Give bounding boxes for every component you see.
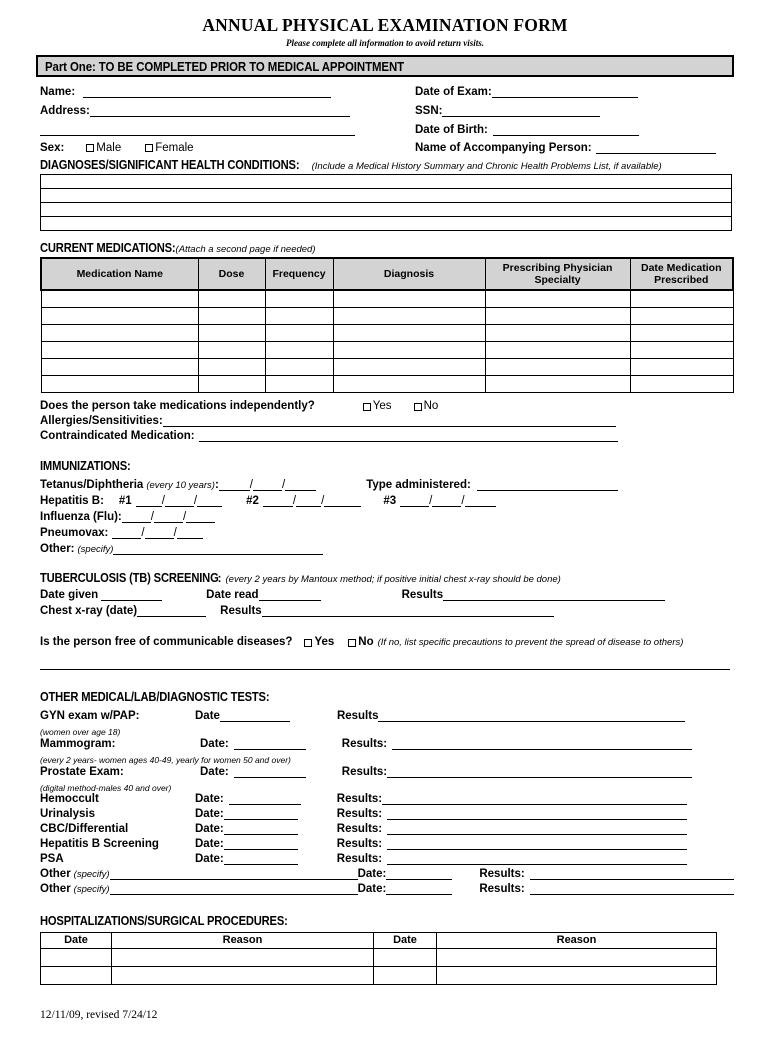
hep-b-2-month-input[interactable] — [263, 496, 293, 507]
test-row-psa — [40, 850, 734, 865]
cell-frequency[interactable] — [265, 358, 333, 375]
cell-date-2[interactable] — [374, 948, 437, 966]
cell-date-2[interactable] — [374, 966, 437, 984]
cell-diagnosis[interactable] — [333, 341, 485, 358]
diagnoses-cell[interactable] — [41, 189, 732, 203]
gyn-date-input[interactable] — [220, 710, 290, 722]
mammogram-label: Mammogram: — [40, 737, 116, 750]
hep-b-2-year-input[interactable] — [324, 496, 361, 507]
sex-male-checkbox[interactable] — [86, 144, 94, 152]
hepatitis-b-label: Hepatitis B: — [40, 494, 104, 507]
medications-independent-row — [40, 397, 734, 412]
table-row — [41, 375, 733, 392]
cell-dose[interactable] — [198, 324, 265, 341]
gyn-note: (women over age 18) — [40, 726, 121, 737]
table-row — [41, 324, 733, 341]
urinalysis-results-input[interactable] — [387, 808, 687, 820]
table-row — [41, 203, 732, 217]
cell-diagnosis[interactable] — [333, 375, 485, 392]
mammogram-results-input[interactable] — [392, 738, 692, 750]
sex-male-label: Male — [96, 142, 122, 155]
type-administered-label: Type administered: — [366, 478, 471, 491]
test-row-urinalysis — [40, 805, 734, 820]
column-header-date-2: Date — [374, 932, 437, 948]
prostate-date-input[interactable] — [234, 766, 306, 778]
psa-results-label: Results: — [336, 852, 383, 865]
column-header-medication-name: Medication Name — [41, 258, 198, 290]
column-header-reason-2: Reason — [437, 932, 717, 948]
test-row-other-1 — [40, 865, 734, 880]
other2-results-input[interactable] — [530, 883, 734, 895]
immunization-other-label: Other: — [40, 542, 75, 555]
header-line-2: Prescribed — [654, 274, 709, 287]
chest-xray-results-label: Results — [220, 604, 262, 617]
table-row — [41, 966, 717, 984]
hemoccult-results-input[interactable] — [382, 793, 687, 805]
name-input[interactable] — [83, 86, 331, 98]
tb-date-row — [40, 585, 734, 601]
medications-table-body — [41, 290, 733, 392]
hospitalizations-heading-row — [40, 912, 734, 930]
diagnoses-cell[interactable] — [41, 175, 732, 189]
hep-b-1-day-input[interactable] — [165, 496, 194, 507]
pneumovax-row: Pneumovax: / / — [40, 523, 734, 539]
cell-date-prescribed[interactable] — [630, 358, 733, 375]
header-line-1: Date Medication — [640, 262, 722, 275]
psa-results-input[interactable] — [387, 853, 687, 865]
cell-physician-specialty[interactable] — [485, 341, 630, 358]
cell-medication-name[interactable] — [41, 290, 198, 307]
other-tests-heading: OTHER MEDICAL/LAB/DIAGNOSTIC TESTS: — [40, 688, 270, 704]
cell-medication-name[interactable] — [41, 358, 198, 375]
medications-heading-row — [40, 240, 734, 255]
immunization-other-row — [40, 539, 734, 555]
hospitalizations-table-body — [41, 948, 717, 984]
other2-date-label: Date: — [357, 882, 387, 895]
hemoccult-label: Hemoccult — [40, 792, 99, 805]
hep-b-1-month-input[interactable] — [136, 496, 162, 507]
table-row — [41, 290, 733, 307]
pneumovax-day-input[interactable] — [145, 528, 174, 539]
pneumovax-label: Pneumovax: — [40, 526, 109, 539]
hepbscreen-results-input[interactable] — [387, 838, 687, 850]
cell-dose[interactable] — [198, 290, 265, 307]
diagnoses-heading: DIAGNOSES/SIGNIFICANT HEALTH CONDITIONS: — [40, 157, 300, 173]
tb-date-given-input[interactable] — [101, 589, 162, 601]
header-line-2: Specialty — [534, 274, 581, 287]
diagnoses-cell[interactable] — [41, 203, 732, 217]
gyn-results-label: Results — [336, 709, 379, 722]
other-tests-heading-row — [40, 688, 734, 706]
sex-label: Sex: — [40, 142, 65, 155]
communicable-row — [40, 632, 734, 648]
tetanus-day-input[interactable] — [253, 480, 282, 491]
tetanus-row: Tetanus/Diphtheria (every 10 years) : / / Type administered: — [40, 475, 734, 491]
address-input[interactable] — [90, 105, 350, 117]
identity-block — [40, 81, 734, 154]
allergies-input[interactable] — [163, 415, 616, 427]
gyn-label: GYN exam w/PAP: — [40, 709, 140, 722]
independent-no-label: No — [423, 399, 439, 412]
page-subtitle: Please complete all information to avoid return visits. — [286, 38, 484, 49]
cell-medication-name[interactable] — [41, 375, 198, 392]
address-label: Address: — [40, 105, 90, 118]
column-header-reason-1: Reason — [112, 932, 374, 948]
ssn-label: SSN: — [415, 105, 443, 118]
communicable-precautions-row — [40, 654, 734, 670]
part-one-label: Part One: TO BE COMPLETED PRIOR TO MEDICAL APPOINTMENT — [45, 58, 405, 74]
table-row — [41, 948, 717, 966]
test-row-hemoccult — [40, 790, 734, 805]
cell-reason-1[interactable] — [112, 966, 374, 984]
urinalysis-date-input[interactable] — [224, 808, 298, 820]
hep-b-3-month-input[interactable] — [400, 496, 429, 507]
cell-date-prescribed[interactable] — [630, 324, 733, 341]
diagnoses-note: (Include a Medical History Summary and Chronic Health Problems List, if available) — [311, 161, 662, 173]
gyn-date-label: Date — [195, 709, 220, 722]
chest-xray-results-input[interactable] — [262, 605, 554, 617]
other2-date-input[interactable] — [386, 883, 452, 895]
date-of-exam-label: Date of Exam: — [415, 86, 492, 99]
diagnoses-table — [40, 174, 732, 231]
header-line-1: Prescribing Physician — [502, 262, 613, 275]
urinalysis-date-label: Date: — [195, 807, 224, 820]
other1-results-label: Results: — [479, 867, 525, 880]
tetanus-label: Tetanus/Diphtheria — [40, 478, 144, 491]
medications-heading: CURRENT MEDICATIONS: — [40, 240, 176, 256]
form-page — [0, 16, 770, 1040]
column-header-date-medication-prescribed — [630, 258, 733, 290]
cell-physician-specialty[interactable] — [485, 307, 630, 324]
pneumovax-year-input[interactable] — [177, 528, 203, 539]
cell-date-prescribed[interactable] — [630, 290, 733, 307]
cell-physician-specialty[interactable] — [485, 324, 630, 341]
cell-dose[interactable] — [198, 375, 265, 392]
cbc-date-input[interactable] — [224, 823, 298, 835]
cell-diagnosis[interactable] — [333, 307, 485, 324]
hepbscreen-date-input[interactable] — [224, 838, 298, 850]
cbc-label: CBC/Differential — [40, 822, 129, 835]
test-row-mammogram — [40, 734, 734, 750]
other2-label: Other — [40, 882, 71, 895]
tb-results-input[interactable] — [443, 589, 665, 601]
tetanus-year-input[interactable] — [285, 480, 316, 491]
ssn-input[interactable] — [442, 105, 600, 117]
hep-b-dose2-label: #2 — [246, 494, 259, 507]
date-of-birth-input[interactable] — [493, 124, 639, 136]
table-row — [41, 175, 732, 189]
communicable-no-checkbox[interactable] — [348, 639, 356, 647]
cbc-results-input[interactable] — [387, 823, 687, 835]
date-of-exam-input[interactable] — [492, 86, 638, 98]
hep-b-3-day-input[interactable] — [432, 496, 461, 507]
cell-dose[interactable] — [198, 307, 265, 324]
cell-dose[interactable] — [198, 341, 265, 358]
other1-results-input[interactable] — [530, 868, 734, 880]
cell-medication-name[interactable] — [41, 324, 198, 341]
contraindicated-label: Contraindicated Medication: — [40, 429, 195, 442]
immunizations-heading-row — [40, 457, 734, 475]
influenza-day-input[interactable] — [154, 512, 183, 523]
cell-diagnosis[interactable] — [333, 358, 485, 375]
mammogram-note: (every 2 years- women ages 40-49, yearly for women 50 and over) — [40, 754, 291, 765]
cell-frequency[interactable] — [265, 290, 333, 307]
cell-dose[interactable] — [198, 358, 265, 375]
tb-chest-xray-row — [40, 601, 734, 617]
cbc-date-label: Date: — [195, 822, 224, 835]
other2-note: (specify) — [73, 883, 110, 895]
hep-b-1-year-input[interactable] — [197, 496, 222, 507]
influenza-label: Influenza (Flu): — [40, 510, 122, 523]
sex-female-checkbox[interactable] — [145, 144, 153, 152]
table-row — [41, 307, 733, 324]
prostate-date-label: Date: — [200, 765, 229, 778]
other1-specify-input[interactable] — [110, 868, 358, 880]
tb-heading-row — [40, 570, 734, 585]
influenza-month-input[interactable] — [122, 512, 151, 523]
part-one-band — [36, 55, 734, 77]
mammogram-note-row — [40, 750, 734, 765]
cell-date-1[interactable] — [41, 966, 112, 984]
test-row-gyn — [40, 706, 734, 722]
cell-medication-name[interactable] — [41, 307, 198, 324]
test-row-cbc — [40, 820, 734, 835]
contraindicated-input[interactable] — [199, 430, 618, 442]
cell-date-prescribed[interactable] — [630, 375, 733, 392]
tb-heading: TUBERCULOSIS (TB) SCREENING — [40, 569, 219, 585]
type-administered-input[interactable] — [477, 479, 618, 491]
allergies-row — [40, 412, 734, 427]
other1-label: Other — [40, 867, 71, 880]
prostate-results-label: Results: — [341, 765, 388, 778]
psa-date-label: Date: — [195, 852, 224, 865]
tetanus-colon: : — [214, 478, 219, 491]
communicable-question-label: Is the person free of communicable diseases? — [40, 635, 293, 648]
urinalysis-results-label: Results: — [336, 807, 383, 820]
psa-date-input[interactable] — [224, 853, 298, 865]
chest-xray-label: Chest x-ray (date) — [40, 604, 138, 617]
date-of-birth-label: Date of Birth: — [415, 124, 488, 137]
independent-no-checkbox[interactable] — [414, 403, 422, 411]
column-header-diagnosis: Diagnosis — [333, 258, 485, 290]
hep-b-3-year-input[interactable] — [465, 496, 496, 507]
prostate-label: Prostate Exam: — [40, 765, 124, 778]
name-label: Name: — [40, 86, 76, 99]
cell-medication-name[interactable] — [41, 341, 198, 358]
hepbscreen-results-label: Results: — [336, 837, 383, 850]
chest-xray-date-input[interactable] — [137, 605, 206, 617]
test-row-other-2 — [40, 880, 734, 895]
cell-reason-2[interactable] — [437, 966, 717, 984]
prostate-results-input[interactable] — [387, 766, 692, 778]
contraindicated-row — [40, 427, 734, 442]
cell-physician-specialty[interactable] — [485, 375, 630, 392]
table-row — [41, 358, 733, 375]
tb-date-read-label: Date read — [206, 588, 259, 601]
cell-date-1[interactable] — [41, 948, 112, 966]
influenza-year-input[interactable] — [186, 512, 215, 523]
test-row-hepatitis-b-screening — [40, 835, 734, 850]
mammogram-results-label: Results: — [341, 737, 388, 750]
hep-b-dose3-label: #3 — [383, 494, 397, 507]
psa-label: PSA — [40, 852, 64, 865]
tb-results-label: Results — [401, 588, 444, 601]
sex-female-label: Female — [155, 142, 194, 155]
cbc-results-label: Results: — [336, 822, 383, 835]
table-row — [41, 341, 733, 358]
cell-physician-specialty[interactable] — [485, 290, 630, 307]
table-row — [41, 217, 732, 231]
gyn-results-input[interactable] — [378, 710, 685, 722]
tetanus-month-input[interactable] — [219, 480, 250, 491]
communicable-no-label: No — [358, 635, 374, 648]
cell-date-prescribed[interactable] — [630, 307, 733, 324]
cell-date-prescribed[interactable] — [630, 341, 733, 358]
other1-note: (specify) — [73, 868, 110, 880]
hospitalizations-header-row — [41, 932, 717, 948]
urinalysis-label: Urinalysis — [40, 807, 95, 820]
medications-header-row — [41, 258, 733, 290]
address-input-line2[interactable] — [40, 124, 355, 136]
cell-diagnosis[interactable] — [333, 290, 485, 307]
column-header-prescribing-physician-specialty — [485, 258, 630, 290]
cell-reason-1[interactable] — [112, 948, 374, 966]
mammogram-date-label: Date: — [200, 737, 229, 750]
tb-date-read-input[interactable] — [259, 589, 321, 601]
communicable-precautions-input[interactable] — [40, 658, 730, 670]
other1-date-input[interactable] — [386, 868, 452, 880]
communicable-yes-label: Yes — [314, 635, 335, 648]
other2-specify-input[interactable] — [110, 883, 358, 895]
medications-note: (Attach a second page if needed) — [175, 244, 316, 256]
tetanus-note: (every 10 years) — [146, 479, 215, 491]
accompanying-person-input[interactable] — [596, 142, 716, 154]
hep-b-dose1-label: #1 — [118, 494, 132, 507]
tb-heading-colon: : — [217, 572, 222, 585]
column-header-dose: Dose — [198, 258, 265, 290]
diagnoses-heading-row — [40, 157, 734, 172]
page-title: ANNUAL PHYSICAL EXAMINATION FORM — [202, 15, 568, 35]
hemoccult-date-input[interactable] — [229, 793, 301, 805]
hepbscreen-date-label: Date: — [195, 837, 224, 850]
influenza-row: Influenza (Flu): / / — [40, 507, 734, 523]
diagnoses-cell[interactable] — [41, 217, 732, 231]
cell-physician-specialty[interactable] — [485, 358, 630, 375]
immunization-other-input[interactable] — [113, 543, 323, 555]
cell-frequency[interactable] — [265, 324, 333, 341]
allergies-label: Allergies/Sensitivities: — [40, 414, 163, 427]
other1-date-label: Date: — [357, 867, 387, 880]
gyn-note-row — [40, 722, 734, 737]
cell-frequency[interactable] — [265, 375, 333, 392]
hemoccult-results-label: Results: — [336, 792, 383, 805]
tb-date-given-label: Date given — [40, 588, 99, 601]
immunization-other-note: (specify) — [77, 543, 114, 555]
cell-diagnosis[interactable] — [333, 324, 485, 341]
table-row — [41, 189, 732, 203]
independent-question-label: Does the person take medications independently? — [40, 399, 315, 412]
column-header-date-1: Date — [41, 932, 112, 948]
hospitalizations-table — [40, 932, 717, 985]
cell-reason-2[interactable] — [437, 948, 717, 966]
other2-results-label: Results: — [479, 882, 525, 895]
prostate-note-row — [40, 778, 734, 793]
communicable-yes-checkbox[interactable] — [304, 639, 312, 647]
immunizations-heading: IMMUNIZATIONS: — [40, 457, 131, 473]
hepbscreen-label: Hepatitis B Screening — [40, 837, 159, 850]
revision-footer: 12/11/09, revised 7/24/12 — [40, 1008, 158, 1021]
accompanying-person-label: Name of Accompanying Person: — [415, 142, 592, 155]
hemoccult-date-label: Date: — [195, 792, 224, 805]
prostate-note: (digital method-males 40 and over) — [40, 782, 172, 793]
communicable-note: (If no, list specific precautions to prevent the spread of disease to others) — [377, 636, 684, 648]
tb-note: (every 2 years by Mantoux method; if positive initial chest x-ray should be done) — [225, 573, 561, 585]
pneumovax-month-input[interactable] — [112, 528, 141, 539]
mammogram-date-input[interactable] — [234, 738, 306, 750]
cell-frequency[interactable] — [265, 341, 333, 358]
cell-frequency[interactable] — [265, 307, 333, 324]
hep-b-2-day-input[interactable] — [296, 496, 321, 507]
independent-yes-checkbox[interactable] — [363, 403, 371, 411]
hepatitis-b-row: Hepatitis B: #1 / / #2 / / #3 / / — [40, 491, 734, 507]
medications-table — [40, 257, 734, 393]
column-header-frequency: Frequency — [265, 258, 333, 290]
independent-yes-label: Yes — [372, 399, 392, 412]
hospitalizations-heading: HOSPITALIZATIONS/SURGICAL PROCEDURES: — [40, 912, 288, 928]
diagnoses-table-body — [41, 175, 732, 231]
